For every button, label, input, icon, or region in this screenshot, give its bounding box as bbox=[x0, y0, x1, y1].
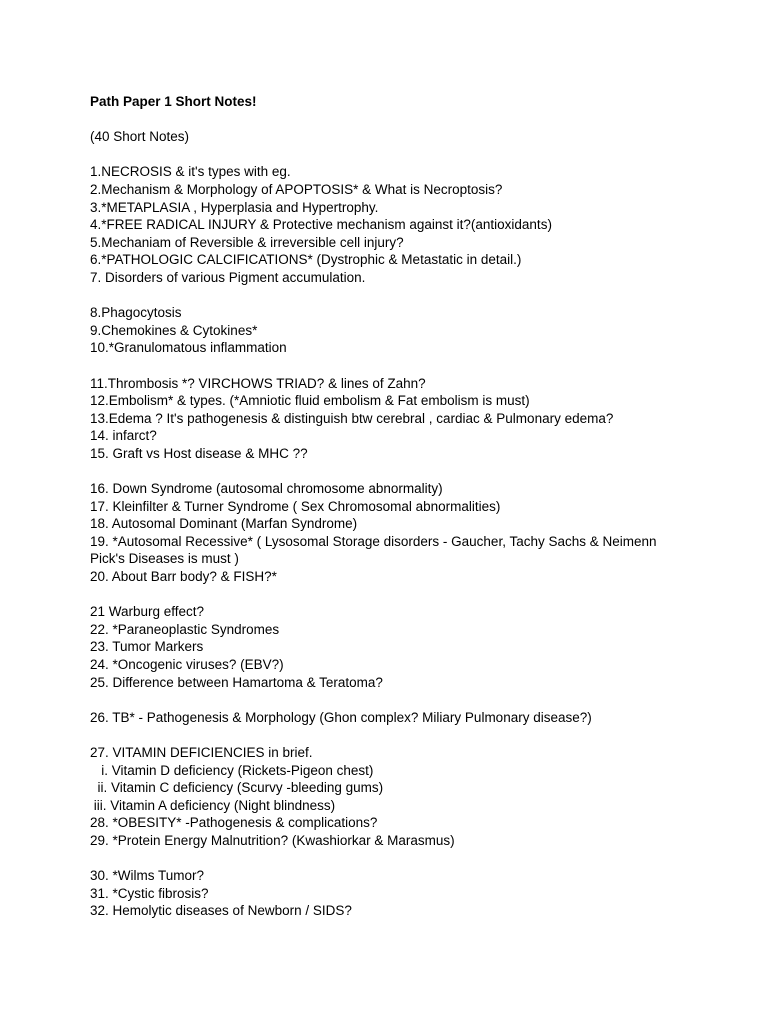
spacer bbox=[90, 850, 690, 868]
note-item: 23. Tumor Markers bbox=[90, 639, 204, 655]
notes-section bbox=[90, 375, 690, 463]
note-item: 2.Mechanism & Morphology of APOPTOSIS* & What is Necroptosis? bbox=[90, 181, 503, 197]
notes-list bbox=[90, 163, 690, 920]
spacer bbox=[90, 287, 690, 305]
spacer bbox=[90, 111, 690, 129]
note-item: 24. *Oncogenic viruses? (EBV?) bbox=[90, 657, 284, 672]
note-item: 5.Mechaniam of Reversible & irreversible cell injury? bbox=[90, 234, 404, 250]
spacer bbox=[90, 357, 690, 375]
note-item: 27. VITAMIN DEFICIENCIES in brief. bbox=[90, 744, 313, 760]
note-item: 31. *Cystic fibrosis? bbox=[90, 885, 209, 901]
note-item: 6.*PATHOLOGIC CALCIFICATIONS* (Dystrophic & Metastatic in detail.) bbox=[90, 252, 522, 268]
note-item: ii. Vitamin C deficiency (Scurvy -bleeding gums) bbox=[90, 780, 384, 796]
note-item: 14. infarct? bbox=[90, 428, 157, 444]
note-item: 7. Disorders of various Pigment accumulation. bbox=[90, 269, 366, 285]
note-item: 3.*METAPLASIA , Hyperplasia and Hypertrophy. bbox=[90, 199, 379, 215]
note-item: 17. Kleinfilter & Turner Syndrome ( Sex Chromosomal abnormalities) bbox=[90, 498, 501, 514]
notes-section bbox=[90, 709, 690, 727]
notes-section bbox=[90, 304, 690, 357]
note-item: 11.Thrombosis *? VIRCHOWS TRIAD? & lines of Zahn? bbox=[90, 375, 426, 391]
note-item: 13.Edema ? It's pathogenesis & distinguish btw cerebral , cardiac & Pulmonary edema? bbox=[90, 410, 614, 426]
document-subtitle: (40 Short Notes) bbox=[90, 129, 190, 145]
spacer bbox=[90, 146, 690, 164]
note-item: 10.*Granulomatous inflammation bbox=[90, 340, 287, 356]
note-item: 21 Warburg effect? bbox=[90, 604, 205, 620]
note-item: 15. Graft vs Host disease & MHC ?? bbox=[90, 445, 308, 461]
notes-section bbox=[90, 163, 690, 286]
note-item: 9.Chemokines & Cytokines* bbox=[90, 322, 258, 338]
note-item: 22. *Paraneoplastic Syndromes bbox=[90, 621, 280, 637]
note-item: 25. Difference between Hamartoma & Teratoma? bbox=[90, 674, 383, 690]
document-title: Path Paper 1 Short Notes! bbox=[90, 94, 257, 109]
note-item: 8.Phagocytosis bbox=[90, 305, 182, 321]
notes-section bbox=[90, 867, 690, 920]
note-item: 4.*FREE RADICAL INJURY & Protective mechanism against it?(antioxidants) bbox=[90, 217, 552, 233]
notes-section bbox=[90, 744, 690, 850]
spacer bbox=[90, 691, 690, 709]
note-item: 12.Embolism* & types. (*Amniotic fluid embolism & Fat embolism is must) bbox=[90, 393, 530, 409]
spacer bbox=[90, 726, 690, 744]
note-item: 1.NECROSIS & it's types with eg. bbox=[90, 164, 291, 180]
notes-section bbox=[90, 603, 690, 691]
note-item: i. Vitamin D deficiency (Rickets-Pigeon chest) bbox=[90, 762, 374, 778]
note-item: 30. *Wilms Tumor? bbox=[90, 868, 205, 884]
note-item: 29. *Protein Energy Malnutrition? (Kwashiorkar & Marasmus) bbox=[90, 832, 455, 848]
document-body bbox=[90, 93, 690, 920]
note-item: 18. Autosomal Dominant (Marfan Syndrome) bbox=[90, 516, 358, 532]
spacer bbox=[90, 462, 690, 480]
spacer bbox=[90, 586, 690, 604]
note-item: Pick's Diseases is must ) bbox=[90, 551, 239, 567]
note-item: iii. Vitamin A deficiency (Night blindness) bbox=[90, 797, 336, 813]
note-item: 28. *OBESITY* -Pathogenesis & complications? bbox=[90, 815, 378, 831]
note-item: 20. About Barr body? & FISH?* bbox=[90, 569, 277, 585]
note-item: 26. TB* - Pathogenesis & Morphology (Ghon complex? Miliary Pulmonary disease?) bbox=[90, 709, 592, 725]
note-item: 19. *Autosomal Recessive* ( Lysosomal Storage disorders - Gaucher, Tachy Sachs & Neimenn bbox=[90, 533, 657, 549]
note-item: 32. Hemolytic diseases of Newborn / SIDS? bbox=[90, 903, 352, 919]
notes-section bbox=[90, 480, 690, 586]
note-item: 16. Down Syndrome (autosomal chromosome abnormality) bbox=[90, 481, 443, 497]
